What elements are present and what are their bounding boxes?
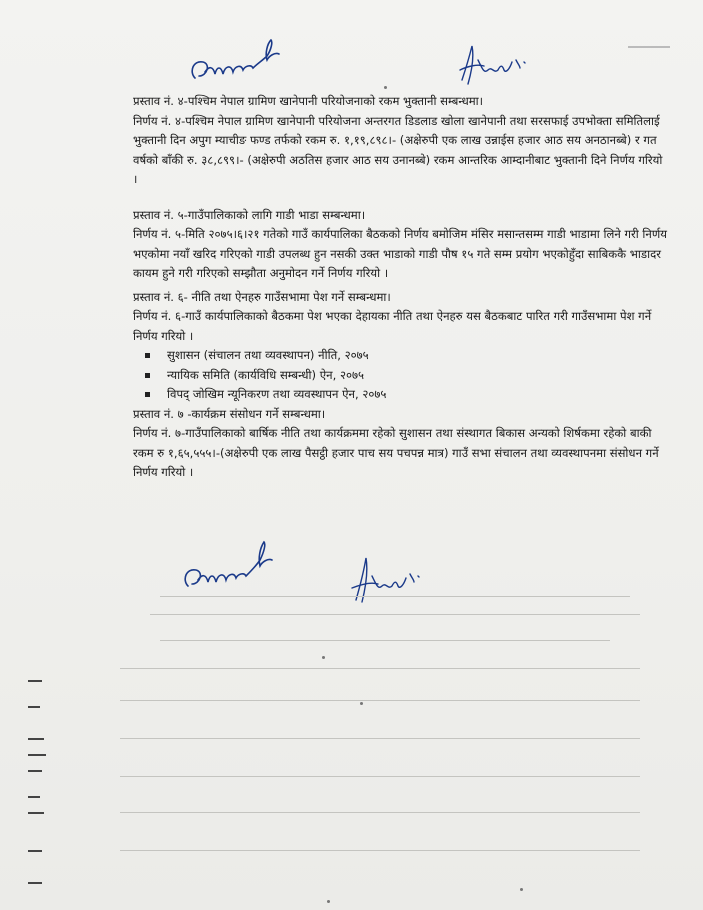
scan-speck (322, 656, 325, 659)
scan-edge-mark (28, 882, 42, 884)
bleed-through-line (160, 640, 610, 641)
signature-top-right (448, 40, 538, 92)
bullet-icon (145, 353, 150, 358)
section-4-heading: प्रस्ताव नं. ४-पश्चिम नेपाल ग्रामिण खानेपानी परियोजनाको रकम भुक्तानी सम्बन्धमा। (133, 94, 484, 108)
scan-edge-mark (28, 738, 44, 740)
bleed-through-line (120, 700, 640, 701)
scan-speck (520, 888, 523, 891)
document-body (133, 92, 668, 483)
section-5-decision: निर्णय नं. ५-मिति २०७५।६।२१ गतेको गाउँ कार्यपालिका बैठकको निर्णय बमोजिम मंसिर मसान्तसम्म गाडी भाडामा लिने गरी निर्णय भएकोमा नयाँ खरिद गरिएको गाडी उपलब्ध हुन नसकी उक्त भाडाको गाडी पौष १५ गते सम्म प्रयोग भएकोहुँदा साबिककै भाडादर कायम हुने गरी गरिएको सम्झौता अनुमोदन गर्ने निर्णय गरियो । (133, 227, 667, 280)
section-7-decision: निर्णय नं. ७-गाउँपालिकाको बार्षिक नीति तथा कार्यक्रममा रहेको सुशासन तथा संस्थागत बिकास अन्यको शिर्षकमा रहेको बाकी रकम रु १,६५,५५५।-(अक्षेरुपी एक लाख पैसट्ठी हजार पाच सय पचपन्न मात्र) गाउँ सभा संचालन तथा व्यवस्थापनमा संसोधन गर्ने निर्णय गरियो । (133, 426, 659, 479)
scan-artifact (628, 46, 670, 48)
scan-edge-mark (28, 754, 46, 756)
scan-speck (360, 702, 363, 705)
signature-bottom-right (338, 550, 438, 610)
section-6-bullet-list (133, 346, 668, 405)
section-4-decision: निर्णय नं. ४-पश्चिम नेपाल ग्रामिण खानेपानी परियोजना अन्तरगत डिडलाड खोला खानेपानी तथा सरसफाई उपभोक्ता समितिलाई भुक्तानी दिन अपुग म्याचीङ फण्ड तर्फको रकम रु. १,१९,८९८।- (अक्षेरुपी एक लाख उन्नाईस हजार आठ सय अनठानब्बे) र गत वर्षको बाँकी रु. ३८,८९९।- (अक्षेरुपी अठतिस हजार आठ सय उनानब्बे) रकम आन्तरिक आम्दानीबाट भुक्तानी दिने निर्णय गरियो । (133, 113, 663, 186)
section-6-heading: प्रस्ताव नं. ६- नीति तथा ऐनहरु गाउँसभामा पेश गर्ने सम्बन्धमा। (133, 289, 391, 304)
signature-bottom-left (180, 540, 280, 600)
signature-top-left (187, 36, 287, 92)
bullet-icon (145, 392, 150, 397)
list-item: न्यायिक समिति (कार्यविधि सम्बन्धी) ऐन, २०७५ (141, 366, 668, 386)
scan-edge-mark (28, 706, 40, 708)
section-5-heading: प्रस्ताव नं. ५-गाउँपालिकाको लागि गाडी भाडा सम्बन्धमा। (133, 207, 366, 222)
bleed-through-line (120, 668, 640, 669)
bleed-through-line (120, 850, 640, 851)
scan-edge-mark (28, 850, 42, 852)
scan-edge-mark (28, 812, 44, 814)
list-item: विपद् जोखिम न्यूनिकरण तथा व्यवस्थापन ऐन, २०७५ (141, 385, 668, 405)
section-6-decision: निर्णय नं. ६-गाउँ कार्यपालिकाको बैठकमा पेश भएका देहायका नीति तथा ऐनहरु यस बैठकबाट पारित गरी गाउँसभामा पेश गर्ने निर्णय गरियो । (133, 309, 652, 343)
bleed-through-line (120, 812, 640, 813)
bullet-icon (145, 373, 150, 378)
bleed-through-line (150, 614, 640, 615)
bleed-through-line (120, 776, 640, 777)
scan-edge-mark (28, 680, 42, 682)
scan-speck (384, 86, 387, 89)
list-item: सुशासन (संचालन तथा व्यवस्थापन) नीति, २०७५ (141, 346, 668, 366)
bleed-through-line (120, 738, 640, 739)
section-7-heading: प्रस्ताव नं. ७ -कार्यक्रम संसोधन गर्ने सम्बन्धमा। (133, 406, 326, 421)
scan-edge-mark (28, 770, 42, 772)
scan-edge-mark (28, 796, 40, 798)
bleed-through-line (160, 596, 630, 597)
scan-speck (327, 900, 330, 903)
